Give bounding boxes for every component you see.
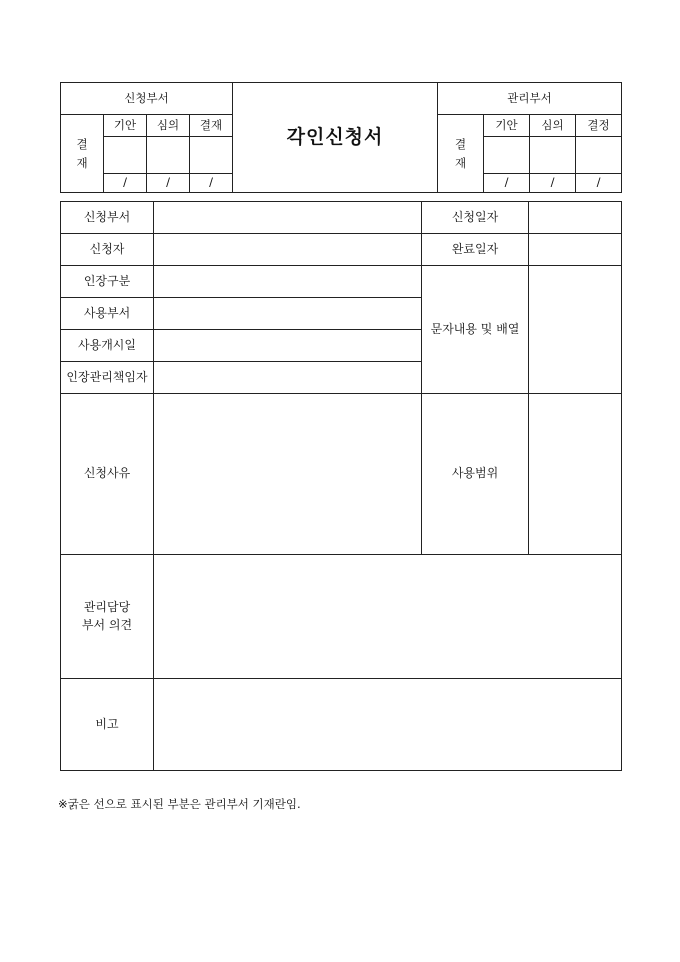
seal-manager-label: 인장관리책임자 (61, 362, 154, 394)
dept-opinion-label (61, 555, 154, 679)
remarks-label: 비고 (61, 679, 154, 771)
remarks-field[interactable] (154, 679, 622, 771)
use-dept-field[interactable] (154, 298, 422, 330)
dept-opinion-label-line1: 관리담당 (83, 600, 131, 615)
complete-date-label: 완료일자 (422, 234, 529, 266)
left-sign-box-approve[interactable] (190, 137, 233, 174)
scope-field[interactable] (529, 394, 622, 555)
left-approval-header: 신청부서 (61, 83, 233, 115)
applicant-field[interactable] (154, 234, 422, 266)
left-col-approve: 결재 (190, 115, 233, 137)
right-col-draft: 기안 (484, 115, 530, 137)
approval-header (60, 82, 622, 193)
right-date-draft[interactable]: / (484, 174, 530, 193)
seal-manager-field[interactable] (154, 362, 422, 394)
right-sign-box-draft[interactable] (484, 137, 530, 174)
right-col-decide: 결정 (576, 115, 622, 137)
left-col-draft: 기안 (104, 115, 147, 137)
request-date-label: 신청일자 (422, 202, 529, 234)
complete-date-field[interactable] (529, 234, 622, 266)
applicant-dept-label: 신청부서 (61, 202, 154, 234)
reason-field[interactable] (154, 394, 422, 555)
request-date-field[interactable] (529, 202, 622, 234)
left-side-char-2: 재 (76, 155, 88, 170)
dept-opinion-field[interactable] (154, 555, 622, 679)
page-title: 각인신청서 (233, 83, 438, 193)
text-layout-label: 문자내용 및 배열 (422, 266, 529, 394)
scope-label: 사용범위 (422, 394, 529, 555)
right-approval-header: 관리부서 (438, 83, 622, 115)
left-side-char-1: 결 (76, 137, 88, 152)
left-date-review[interactable]: / (147, 174, 190, 193)
right-sign-box-review[interactable] (530, 137, 576, 174)
start-date-field[interactable] (154, 330, 422, 362)
right-side-char-2: 재 (454, 155, 467, 170)
left-col-review: 심의 (147, 115, 190, 137)
left-date-approve[interactable]: / (190, 174, 233, 193)
applicant-dept-field[interactable] (154, 202, 422, 234)
application-form-table (60, 201, 622, 771)
footnote: ※굵은 선으로 표시된 부분은 관리부서 기재란임. (58, 797, 301, 811)
right-date-decide[interactable]: / (576, 174, 622, 193)
left-date-draft[interactable]: / (104, 174, 147, 193)
right-side-char-1: 결 (454, 137, 467, 152)
reason-label: 신청사유 (61, 394, 154, 555)
text-layout-field[interactable] (529, 266, 622, 394)
use-dept-label: 사용부서 (61, 298, 154, 330)
left-sign-box-draft[interactable] (104, 137, 147, 174)
right-sign-box-decide[interactable] (576, 137, 622, 174)
dept-opinion-label-line2: 부서 의견 (81, 617, 133, 632)
right-date-review[interactable]: / (530, 174, 576, 193)
start-date-label: 사용개시일 (61, 330, 154, 362)
seal-type-label: 인장구분 (61, 266, 154, 298)
left-approval-side-label (61, 115, 104, 193)
left-sign-box-review[interactable] (147, 137, 190, 174)
right-col-review: 심의 (530, 115, 576, 137)
applicant-label: 신청자 (61, 234, 154, 266)
right-approval-side-label (438, 115, 484, 193)
seal-type-field[interactable] (154, 266, 422, 298)
